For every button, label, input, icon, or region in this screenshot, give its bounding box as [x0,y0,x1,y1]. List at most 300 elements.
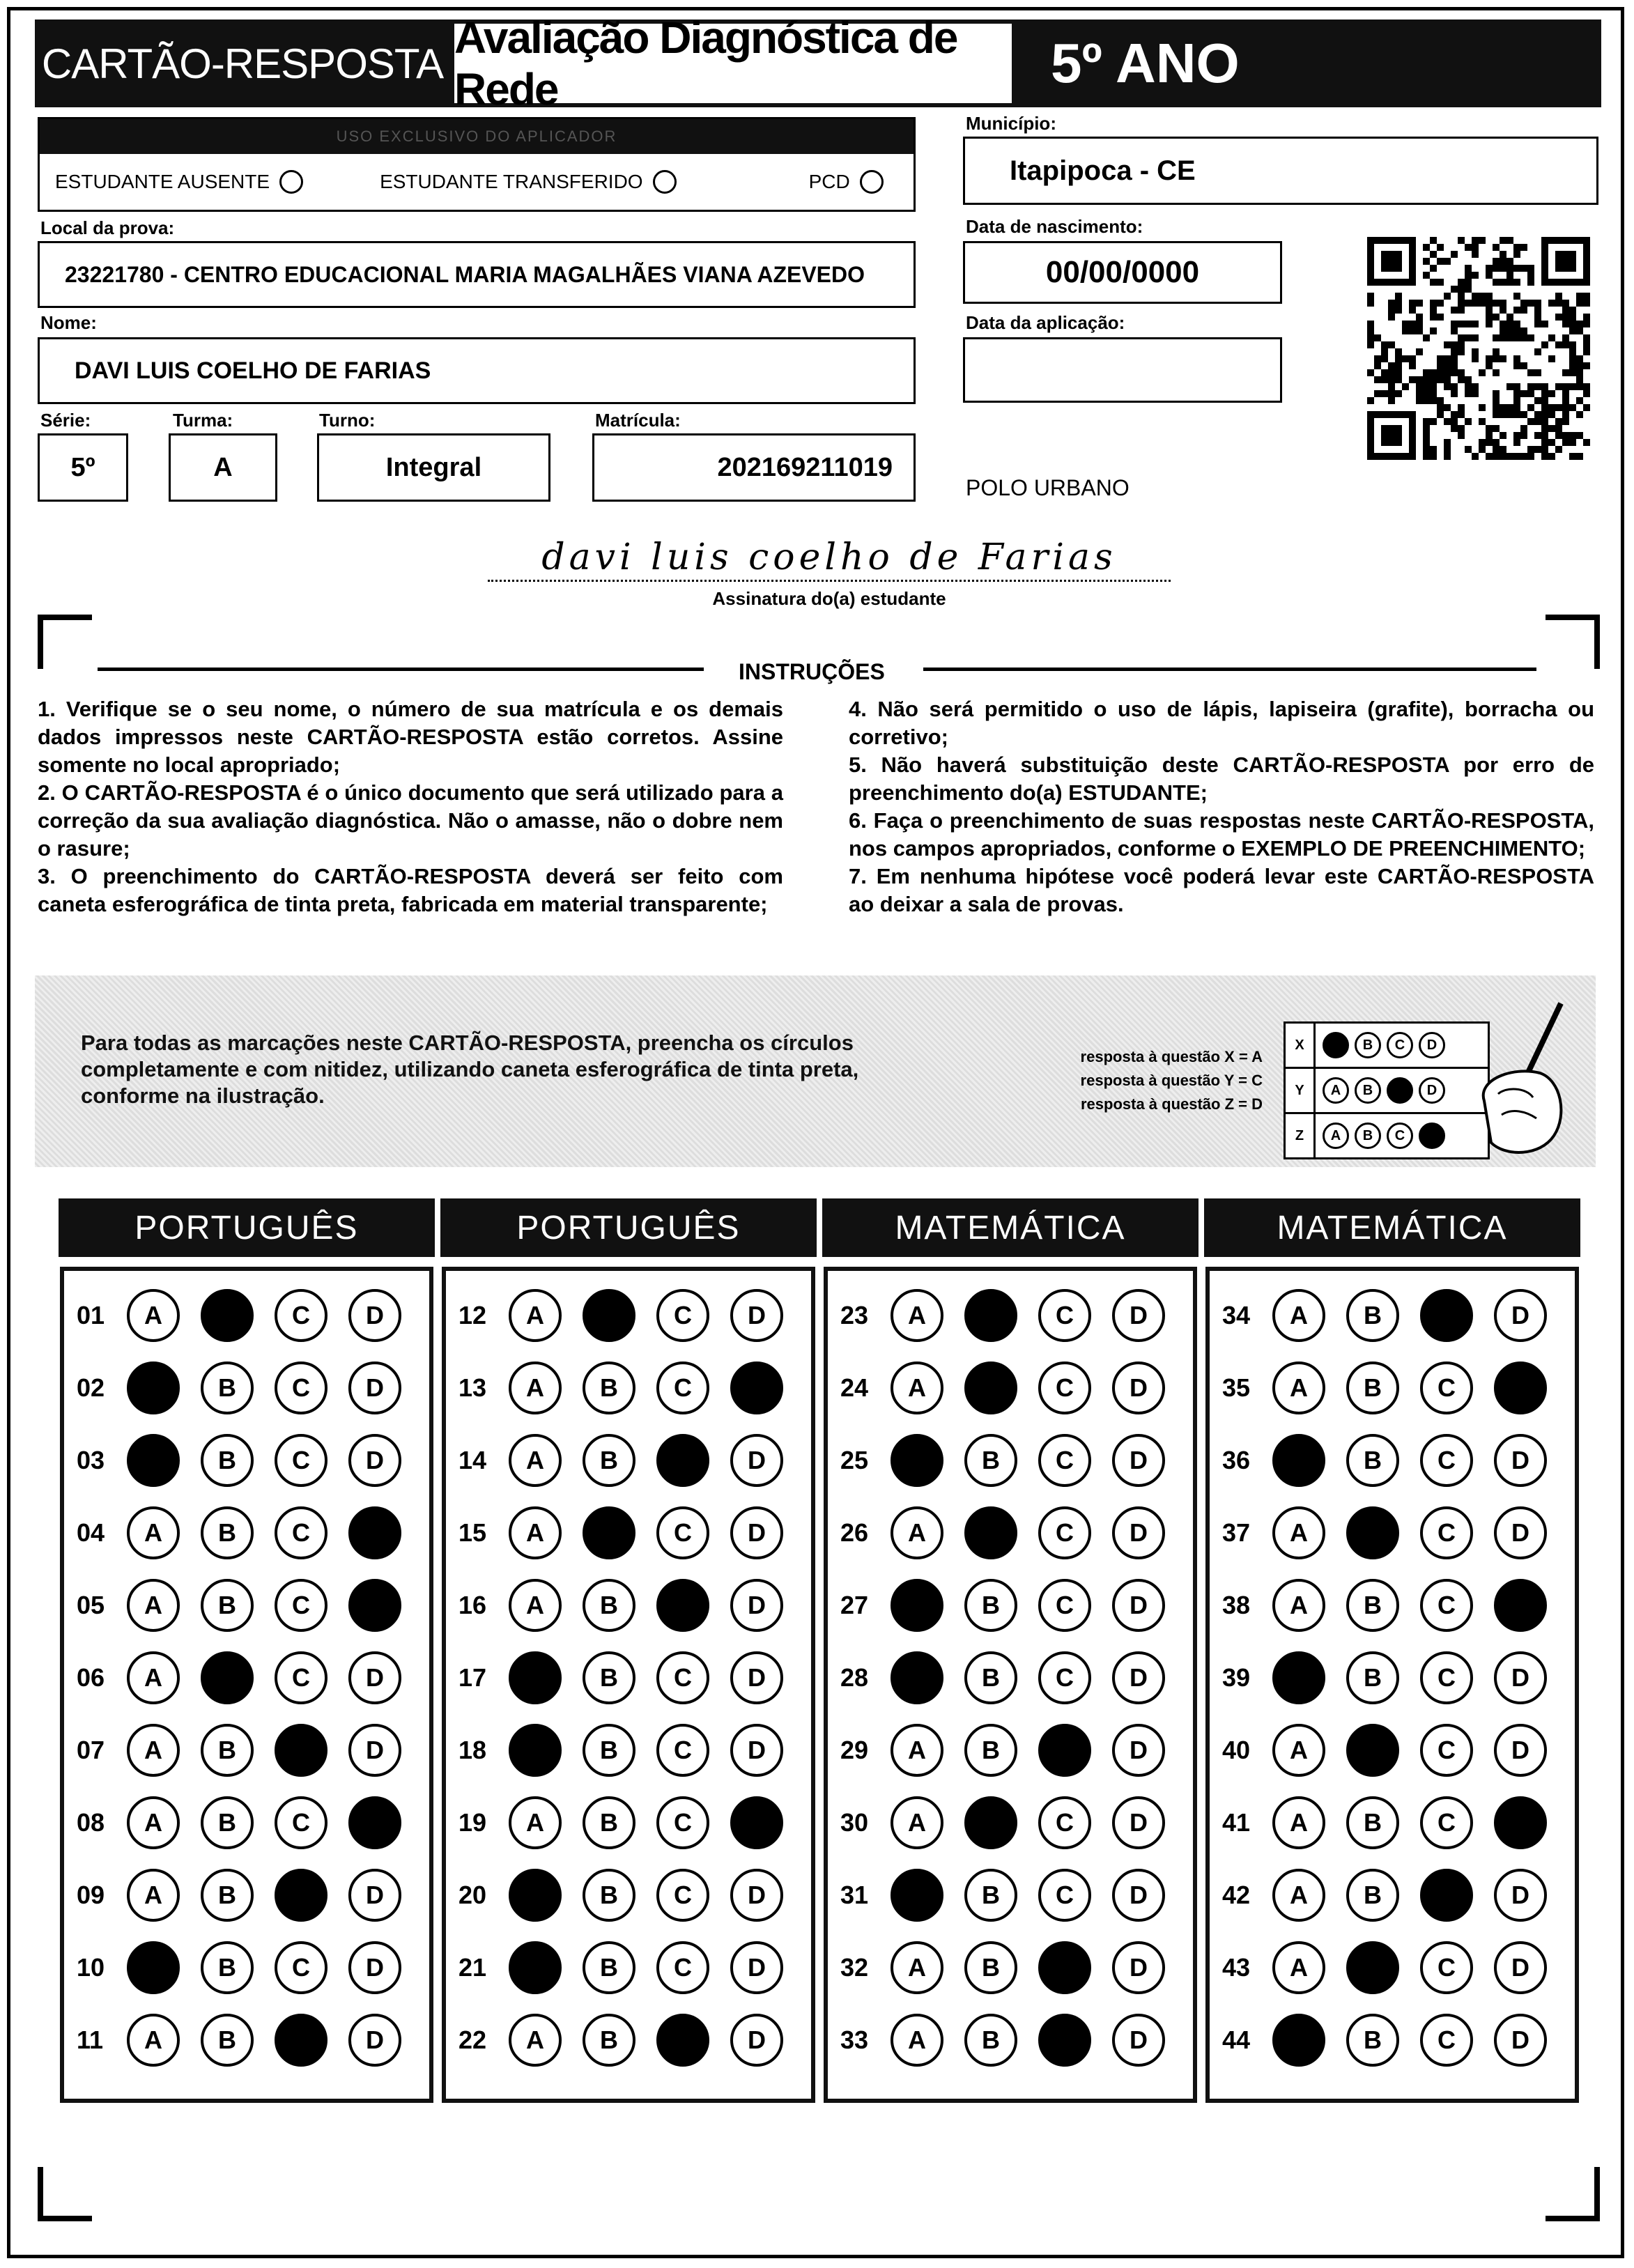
question-number: 11 [77,2026,104,2054]
answer-bubble-a[interactable]: A [1272,1796,1325,1849]
question-number: 44 [1222,2026,1251,2054]
answer-bubble-c[interactable]: C [1420,1361,1473,1414]
question-row [77,1434,422,1487]
answer-bubble-c[interactable]: C [1420,1796,1473,1849]
instructions-right [849,695,1594,918]
answer-bubble-b[interactable]: B [1346,2014,1399,2067]
turno-field [317,433,550,502]
answer-bubble-c[interactable]: C [1420,1506,1473,1559]
answer-bubble-a[interactable]: A [891,1361,943,1414]
answer-bubble-c[interactable] [1038,1724,1091,1777]
pcd-checkbox[interactable] [860,170,884,194]
question-number: 08 [77,1808,105,1837]
answer-bubble-c[interactable]: C [1038,1434,1091,1487]
answer-bubble-b[interactable]: B [201,1434,254,1487]
example-text: Para todas as marcações neste CARTÃO-RESPOSTA, preencha os círculos completamente e com nitidez, utilizando caneta esferográfica de tinta preta, conforme na ilustração. [81,1031,859,1108]
answer-bubble-a[interactable]: A [127,2014,180,2067]
example-bubble: A [1323,1077,1349,1104]
answer-bubble-b[interactable] [1346,1941,1399,1994]
question-row [840,1579,1186,1632]
instruction-5: 5. Não haverá substituição deste CARTÃO-RESPOSTA por erro de preenchimento do(a) ESTUDANTE; [849,753,1594,805]
turma-value: A [213,452,233,482]
answer-bubble-d[interactable]: D [348,2014,401,2067]
answer-bubble-b[interactable] [201,1651,254,1704]
question-row [458,1361,804,1414]
question-number: 29 [840,1736,869,1764]
question-row [458,1434,804,1487]
answer-bubble-c[interactable]: C [656,1941,709,1994]
answer-bubble-a[interactable]: A [1272,1289,1325,1342]
question-number: 01 [77,1301,105,1329]
answer-bubble-a[interactable]: A [1272,1506,1325,1559]
answer-bubble-a[interactable]: A [1272,1941,1325,1994]
question-row [1222,1941,1568,1994]
answer-bubble-b[interactable] [201,1289,254,1342]
answer-bubble-d[interactable]: D [1494,1651,1547,1704]
answer-bubble-b[interactable]: B [201,1869,254,1922]
answer-bubble-d[interactable]: D [1112,1796,1165,1849]
nascimento-label: Data de nascimento: [966,216,1143,237]
answer-bubble-b[interactable]: B [1346,1579,1399,1632]
answer-bubble-c[interactable]: C [275,1796,327,1849]
instruction-6: 6. Faça o preenchimento de suas respostas neste CARTÃO-RESPOSTA, nos campos apropriados, conforme o EXEMPLO DE PREENCHIMENTO; [849,808,1594,861]
answer-bubble-a[interactable]: A [127,1796,180,1849]
answer-bubble-a[interactable]: A [1272,1869,1325,1922]
serie-label: Série: [40,410,91,431]
answer-bubble-d[interactable]: D [1112,2014,1165,2067]
answer-bubble-a[interactable] [891,1579,943,1632]
answer-bubble-b[interactable]: B [583,1434,635,1487]
applicator-bar [40,119,914,154]
answer-bubble-d[interactable]: D [1112,1651,1165,1704]
question-number: 07 [77,1736,105,1764]
answer-bubble-d[interactable] [1494,1579,1547,1632]
question-row [77,1651,422,1704]
answer-bubble-b[interactable]: B [964,2014,1017,2067]
answer-bubble-c[interactable]: C [1038,1289,1091,1342]
answer-bubble-b[interactable]: B [201,1506,254,1559]
answer-bubble-b[interactable] [964,1289,1017,1342]
qr-code [1367,237,1590,460]
question-number: 10 [77,1953,105,1982]
section-title: PORTUGUÊS [59,1198,435,1257]
answer-bubble-b[interactable]: B [964,1434,1017,1487]
answer-bubble-c[interactable] [656,1579,709,1632]
answer-bubble-a[interactable]: A [891,2014,943,2067]
answer-bubble-a[interactable] [509,1724,562,1777]
question-number: 42 [1222,1881,1251,1909]
question-number: 14 [458,1446,487,1474]
instruction-7: 7. Em nenhuma hipótese você poderá levar este CARTÃO-RESPOSTA ao deixar a sala de provas. [849,864,1594,916]
answer-bubble-b[interactable] [964,1796,1017,1849]
question-row [458,1651,804,1704]
answer-bubble-b[interactable]: B [964,1724,1017,1777]
example-legend-z: resposta à questão Z = D [1080,1095,1263,1113]
aplicacao-field [963,337,1282,403]
matricula-field [592,433,916,502]
answer-bubble-d[interactable]: D [1112,1361,1165,1414]
example-row-label: Y [1286,1069,1316,1112]
answer-bubble-c[interactable] [656,1434,709,1487]
answer-bubble-d[interactable]: D [1112,1289,1165,1342]
answer-bubble-a[interactable] [1272,1651,1325,1704]
answer-bubble-d[interactable]: D [730,1579,783,1632]
answer-bubble-d[interactable]: D [1112,1724,1165,1777]
question-number: 38 [1222,1591,1251,1619]
answer-bubble-d[interactable]: D [348,1651,401,1704]
section-title: MATEMÁTICA [822,1198,1198,1257]
question-row [77,2014,422,2067]
question-number: 21 [458,1953,487,1982]
answer-bubble-c[interactable]: C [1038,1796,1091,1849]
answer-bubble-a[interactable]: A [127,1651,180,1704]
name-field [38,337,916,404]
question-row [458,1941,804,1994]
question-number: 25 [840,1446,869,1474]
answer-bubble-d[interactable] [1494,1796,1547,1849]
answer-bubble-d[interactable]: D [348,1434,401,1487]
answer-bubble-a[interactable] [1272,1434,1325,1487]
question-number: 23 [840,1301,869,1329]
answer-bubble-b[interactable] [583,1506,635,1559]
question-row [77,1869,422,1922]
matricula-value: 202169211019 [717,452,893,482]
answer-bubble-c[interactable]: C [275,1579,327,1632]
answer-bubble-c[interactable]: C [1038,1869,1091,1922]
transferred-label: ESTUDANTE TRANSFERIDO [380,171,643,192]
answer-bubble-d[interactable]: D [1494,1289,1547,1342]
pcd-label: PCD [808,171,850,192]
answer-bubble-b[interactable]: B [583,1361,635,1414]
answer-bubble-c[interactable] [275,2014,327,2067]
turma-field [169,433,277,502]
answer-bubble-d[interactable]: D [348,1289,401,1342]
answer-bubble-d[interactable]: D [1494,1434,1547,1487]
answer-bubble-d[interactable]: D [1494,1506,1547,1559]
answer-bubble-a[interactable] [127,1361,180,1414]
answer-bubble-a[interactable]: A [1272,1361,1325,1414]
answer-bubble-a[interactable]: A [891,1506,943,1559]
question-row [77,1796,422,1849]
answer-bubble-c[interactable]: C [1038,1651,1091,1704]
answer-bubble-c[interactable]: C [656,1796,709,1849]
answer-bubble-a[interactable] [891,1434,943,1487]
question-number: 18 [458,1736,487,1764]
example-bubble: C [1387,1123,1413,1149]
question-row [840,1289,1186,1342]
signature-caption: Assinatura do(a) estudante [712,588,946,609]
question-row [458,2014,804,2067]
answer-bubble-b[interactable]: B [964,1941,1017,1994]
answer-bubble-a[interactable] [891,1651,943,1704]
question-number: 22 [458,2026,487,2054]
answer-bubble-d[interactable]: D [348,1724,401,1777]
corner-mark-top-right [1546,615,1600,669]
question-number: 20 [458,1881,487,1909]
section-title: PORTUGUÊS [440,1198,817,1257]
answer-bubble-a[interactable]: A [509,1796,562,1849]
answer-bubble-a[interactable]: A [1272,1724,1325,1777]
answer-bubble-d[interactable]: D [1112,1869,1165,1922]
answer-bubble-d[interactable] [730,1796,783,1849]
question-row [1222,2014,1568,2067]
local-label: Local da prova: [40,217,175,238]
question-row [1222,1289,1568,1342]
answer-bubble-d[interactable] [348,1506,401,1559]
answer-bubble-c[interactable]: C [656,1361,709,1414]
answer-bubble-d[interactable]: D [1112,1941,1165,1994]
answer-bubble-a[interactable] [127,1941,180,1994]
name-value: DAVI LUIS COELHO DE FARIAS [75,357,431,384]
question-row [840,1724,1186,1777]
answer-bubble-d[interactable]: D [730,1941,783,1994]
answer-bubble-a[interactable]: A [509,2014,562,2067]
answer-bubble-a[interactable]: A [509,1361,562,1414]
answer-bubble-d[interactable]: D [1112,1506,1165,1559]
answer-bubble-a[interactable]: A [127,1869,180,1922]
answer-bubble-d[interactable] [348,1579,401,1632]
question-row [840,1651,1186,1704]
nascimento-field [963,241,1282,304]
example-bubble: D [1419,1032,1445,1058]
answer-bubble-d[interactable]: D [1112,1579,1165,1632]
answer-bubble-b[interactable]: B [1346,1651,1399,1704]
answer-bubble-a[interactable]: A [127,1506,180,1559]
question-row [1222,1796,1568,1849]
answer-bubble-c[interactable]: C [1038,1361,1091,1414]
answer-bubble-d[interactable]: D [1494,1724,1547,1777]
answer-bubble-b[interactable]: B [964,1869,1017,1922]
answer-bubble-b[interactable]: B [1346,1361,1399,1414]
instructions-title: INSTRUÇÕES [739,659,885,684]
example-bubble [1387,1077,1413,1104]
signature-line [488,580,1171,582]
question-number: 39 [1222,1663,1251,1692]
answer-bubble-d[interactable]: D [348,1869,401,1922]
municipio-field [963,137,1598,205]
answer-bubble-d[interactable]: D [1494,1869,1547,1922]
answer-bubble-a[interactable] [891,1869,943,1922]
example-bubble: B [1355,1123,1381,1149]
answer-bubble-b[interactable]: B [201,1361,254,1414]
answer-bubble-c[interactable]: C [1420,1434,1473,1487]
answer-bubble-b[interactable]: B [1346,1289,1399,1342]
answer-bubble-a[interactable] [509,1941,562,1994]
answer-bubble-b[interactable]: B [201,1941,254,1994]
answer-bubble-a[interactable]: A [891,1796,943,1849]
card-title-text: CARTÃO-RESPOSTA [41,40,444,87]
answer-bubble-d[interactable]: D [730,2014,783,2067]
answer-bubble-c[interactable]: C [1420,1724,1473,1777]
name-label: Nome: [40,312,97,333]
applicator-bar-title: USO EXCLUSIVO DO APLICADOR [336,128,617,145]
instructions-rule-right [923,668,1536,671]
answer-bubble-a[interactable]: A [127,1579,180,1632]
question-number: 36 [1222,1446,1251,1474]
section-title: MATEMÁTICA [1204,1198,1580,1257]
question-row [1222,1724,1568,1777]
answer-bubble-a[interactable]: A [891,1289,943,1342]
answer-bubble-d[interactable]: D [730,1506,783,1559]
absent-checkbox[interactable] [279,170,303,194]
answer-bubble-a[interactable]: A [509,1506,562,1559]
answer-bubble-c[interactable]: C [1038,1506,1091,1559]
answer-bubble-a[interactable]: A [1272,1579,1325,1632]
question-row [458,1869,804,1922]
answer-bubble-b[interactable]: B [1346,1434,1399,1487]
answer-bubble-c[interactable]: C [1420,1579,1473,1632]
grade-title-text: 5º ANO [1051,32,1240,94]
question-row [77,1506,422,1559]
question-number: 30 [840,1808,869,1837]
grade-title [1016,20,1601,107]
municipio-label: Município: [966,113,1056,134]
answer-bubble-c[interactable]: C [1420,1651,1473,1704]
question-number: 12 [458,1301,487,1329]
question-number: 16 [458,1591,487,1619]
transferred-checkbox[interactable] [653,170,677,194]
answer-bubble-b[interactable]: B [201,2014,254,2067]
answer-bubble-b[interactable]: B [964,1651,1017,1704]
answer-bubble-d[interactable] [348,1796,401,1849]
answer-bubble-c[interactable] [1038,1941,1091,1994]
answer-bubble-a[interactable]: A [127,1724,180,1777]
answer-bubble-c[interactable] [656,2014,709,2067]
answer-bubble-a[interactable]: A [891,1724,943,1777]
answer-bubble-c[interactable]: C [275,1651,327,1704]
answer-bubble-c[interactable]: C [656,1869,709,1922]
corner-mark-bottom-right [1546,2167,1600,2221]
answer-bubble-c[interactable] [1038,2014,1091,2067]
answer-bubble-c[interactable]: C [1420,2014,1473,2067]
answer-bubble-c[interactable]: C [275,1506,327,1559]
question-number: 31 [840,1881,869,1909]
answer-bubble-c[interactable] [275,1869,327,1922]
answer-bubble-a[interactable]: A [127,1289,180,1342]
answer-bubble-b[interactable] [964,1506,1017,1559]
answer-bubble-c[interactable]: C [656,1289,709,1342]
question-number: 35 [1222,1373,1251,1402]
example-bubble: C [1387,1032,1413,1058]
instruction-3: 3. O preenchimento do CARTÃO-RESPOSTA deverá ser feito com caneta esferográfica de tinta preta, fabricada em material transparente; [38,864,783,916]
question-number: 05 [77,1591,105,1619]
answer-bubble-a[interactable] [127,1434,180,1487]
answer-bubble-d[interactable]: D [730,1434,783,1487]
answer-bubble-c[interactable] [1420,1869,1473,1922]
answer-bubble-d[interactable]: D [348,1361,401,1414]
answer-bubble-b[interactable]: B [583,1651,635,1704]
question-number: 43 [1222,1953,1251,1982]
answer-bubble-b[interactable]: B [583,1869,635,1922]
example-bubble: A [1323,1123,1349,1149]
example-bubble: B [1355,1032,1381,1058]
answer-bubble-b[interactable]: B [583,1796,635,1849]
answer-bubble-c[interactable]: C [275,1289,327,1342]
answer-bubble-c[interactable]: C [275,1361,327,1414]
question-row [1222,1651,1568,1704]
question-row [1222,1361,1568,1414]
answer-bubble-b[interactable]: B [1346,1796,1399,1849]
question-row [1222,1506,1568,1559]
question-number: 27 [840,1591,869,1619]
answer-bubble-c[interactable]: C [656,1724,709,1777]
instructions-rule-left [98,668,704,671]
answer-bubble-b[interactable]: B [583,2014,635,2067]
answer-bubble-b[interactable]: B [1346,1869,1399,1922]
answer-bubble-b[interactable]: B [583,1941,635,1994]
question-row [458,1506,804,1559]
answer-bubble-d[interactable]: D [1112,1434,1165,1487]
question-row [840,1361,1186,1414]
example-bubble [1323,1032,1349,1058]
answer-bubble-c[interactable]: C [1420,1941,1473,1994]
answer-bubble-a[interactable]: A [509,1289,562,1342]
answer-bubble-b[interactable]: B [964,1579,1017,1632]
absent-label: ESTUDANTE AUSENTE [55,171,270,192]
answer-bubble-b[interactable] [964,1361,1017,1414]
instruction-2: 2. O CARTÃO-RESPOSTA é o único documento que será utilizado para a correção da sua avaliação diagnóstica. Não o amasse, não o dobre nem o rasure; [38,780,783,861]
student-signature: davi luis coelho de Farias [541,537,1117,578]
answer-bubble-c[interactable] [1420,1289,1473,1342]
answer-bubble-c[interactable]: C [1038,1579,1091,1632]
question-number: 13 [458,1373,487,1402]
answer-bubble-b[interactable]: B [201,1796,254,1849]
matricula-label: Matrícula: [595,410,681,431]
question-number: 17 [458,1663,487,1692]
question-row [1222,1869,1568,1922]
answer-bubble-c[interactable]: C [656,1651,709,1704]
answer-bubble-d[interactable] [1494,1361,1547,1414]
answer-bubble-c[interactable] [275,1724,327,1777]
answer-bubble-a[interactable] [509,1651,562,1704]
example-legend-x: resposta à questão X = A [1080,1048,1263,1065]
answer-bubble-d[interactable]: D [730,1289,783,1342]
answer-bubble-a[interactable]: A [891,1941,943,1994]
answer-bubble-d[interactable] [730,1361,783,1414]
answer-bubble-b[interactable] [583,1289,635,1342]
question-number: 32 [840,1953,869,1982]
answer-bubble-b[interactable] [1346,1506,1399,1559]
question-row [840,1506,1186,1559]
answer-bubble-d[interactable]: D [1494,2014,1547,2067]
answer-bubble-d[interactable]: D [730,1869,783,1922]
answer-bubble-b[interactable]: B [583,1579,635,1632]
answer-bubble-b[interactable]: B [201,1724,254,1777]
answer-bubble-a[interactable]: A [509,1579,562,1632]
answer-bubble-c[interactable]: C [275,1941,327,1994]
answer-bubble-a[interactable] [1272,2014,1325,2067]
question-row [458,1289,804,1342]
question-number: 24 [840,1373,869,1402]
serie-field [38,433,128,502]
question-number: 06 [77,1663,105,1692]
local-field [38,241,916,308]
answer-bubble-b[interactable] [1346,1724,1399,1777]
answer-bubble-b[interactable]: B [201,1579,254,1632]
answer-bubble-c[interactable]: C [656,1506,709,1559]
instruction-1: 1. Verifique se o seu nome, o número de sua matrícula e os demais dados impressos neste CARTÃO-RESPOSTA estão corretos. Assine somente no local apropriado; [38,697,783,777]
turno-value: Integral [385,452,482,482]
answer-bubble-c[interactable]: C [275,1434,327,1487]
question-row [77,1579,422,1632]
answer-bubble-b[interactable]: B [583,1724,635,1777]
answer-bubble-a[interactable]: A [509,1434,562,1487]
answer-bubble-d[interactable]: D [730,1651,783,1704]
answer-bubble-d[interactable]: D [1494,1941,1547,1994]
answer-bubble-a[interactable] [509,1869,562,1922]
answer-bubble-d[interactable]: D [348,1941,401,1994]
answer-bubble-d[interactable]: D [730,1724,783,1777]
